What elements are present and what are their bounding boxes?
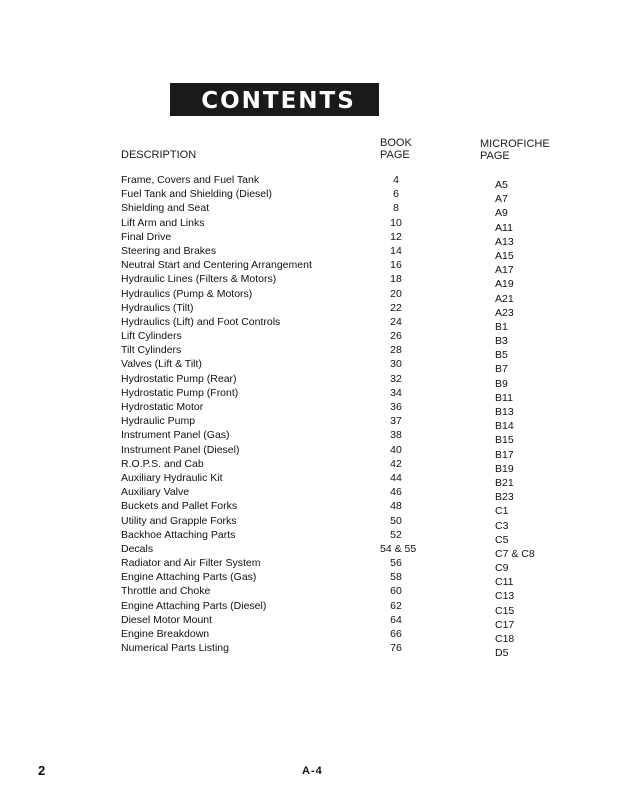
table-row xyxy=(0,499,619,518)
row-book-page: 40 xyxy=(390,443,402,456)
row-book-page: 24 xyxy=(390,315,402,328)
table-row xyxy=(0,542,619,560)
table-row xyxy=(0,457,619,475)
table-row xyxy=(0,584,619,603)
header-book-page xyxy=(380,137,412,161)
row-description: Radiator and Air Filter System xyxy=(121,557,261,570)
row-description: Instrument Panel (Gas) xyxy=(121,429,230,442)
row-description: Auxiliary Hydraulic Kit xyxy=(121,471,223,484)
row-description: Throttle and Choke xyxy=(121,585,211,598)
table-row xyxy=(0,641,619,660)
row-description: Engine Attaching Parts (Diesel) xyxy=(121,599,267,612)
row-microfiche-page: C5 xyxy=(495,533,509,546)
table-row xyxy=(0,272,619,291)
row-book-page: 76 xyxy=(390,642,402,655)
contents-table xyxy=(0,173,619,660)
row-book-page: 18 xyxy=(390,273,402,286)
row-book-page: 6 xyxy=(393,188,399,201)
row-book-page: 34 xyxy=(390,386,402,399)
row-description: Backhoe Attaching Parts xyxy=(121,528,236,541)
table-row xyxy=(0,528,619,546)
row-microfiche-page: B17 xyxy=(495,448,514,461)
row-book-page: 37 xyxy=(390,415,402,428)
row-microfiche-page: A15 xyxy=(495,249,514,262)
table-row xyxy=(0,471,619,489)
row-description: Hydrostatic Pump (Rear) xyxy=(121,372,237,385)
header-fiche-line1: MICROFICHE xyxy=(480,138,550,150)
row-description: Utility and Grapple Forks xyxy=(121,514,237,527)
row-microfiche-page: C15 xyxy=(495,604,515,617)
row-microfiche-page: B9 xyxy=(495,377,508,390)
row-microfiche-page: B7 xyxy=(495,363,508,376)
row-microfiche-page: A19 xyxy=(495,278,514,291)
row-microfiche-page: C18 xyxy=(495,633,515,645)
header-fiche-line2: PAGE xyxy=(480,150,510,162)
row-description: Final Drive xyxy=(121,230,172,243)
row-description: Buckets and Pallet Forks xyxy=(121,500,238,513)
row-microfiche-page: A5 xyxy=(495,179,508,191)
row-book-page: 62 xyxy=(390,599,402,612)
table-row xyxy=(0,556,619,575)
page-number: 2 xyxy=(38,763,46,778)
row-description: Lift Arm and Links xyxy=(121,216,205,229)
table-row xyxy=(0,287,619,305)
row-microfiche-page: C1 xyxy=(495,505,509,518)
row-book-page: 58 xyxy=(390,571,402,584)
row-description: Hydrostatic Pump (Front) xyxy=(121,386,239,399)
row-microfiche-page: C7 & C8 xyxy=(495,547,535,560)
table-row xyxy=(0,216,619,234)
row-book-page: 50 xyxy=(390,514,402,527)
row-description: Valves (Lift & Tilt) xyxy=(121,358,202,371)
row-description: Frame, Covers and Fuel Tank xyxy=(121,174,260,186)
row-microfiche-page: B1 xyxy=(495,320,508,333)
row-microfiche-page: A13 xyxy=(495,235,514,248)
row-description: Hydraulics (Pump & Motors) xyxy=(121,287,253,300)
row-description: Neutral Start and Centering Arrangement xyxy=(121,259,312,272)
row-microfiche-page: B3 xyxy=(495,335,508,348)
row-description: Decals xyxy=(121,542,154,555)
table-row xyxy=(0,514,619,532)
row-microfiche-page: C17 xyxy=(495,618,515,631)
table-row xyxy=(0,443,619,461)
row-microfiche-page: B5 xyxy=(495,349,508,362)
header-description: DESCRIPTION xyxy=(121,149,197,161)
row-book-page: 54 & 55 xyxy=(380,542,417,555)
row-book-page: 8 xyxy=(393,202,399,215)
row-description: Diesel Motor Mount xyxy=(121,613,213,626)
row-book-page: 38 xyxy=(390,429,402,442)
table-row xyxy=(0,386,619,404)
table-row xyxy=(0,315,619,333)
table-row xyxy=(0,400,619,418)
contents-title: CONTENTS xyxy=(201,87,356,114)
row-description: R.O.P.S. and Cab xyxy=(121,457,204,470)
table-row xyxy=(0,343,619,362)
row-book-page: 44 xyxy=(390,471,402,484)
row-book-page: 32 xyxy=(390,372,402,385)
row-book-page: 14 xyxy=(390,244,402,257)
row-description: Tilt Cylinders xyxy=(121,344,182,357)
row-microfiche-page: A23 xyxy=(495,306,514,319)
row-book-page: 42 xyxy=(390,457,402,470)
row-description: Numerical Parts Listing xyxy=(121,642,229,655)
row-description: Engine Breakdown xyxy=(121,628,210,640)
row-description: Hydraulic Pump xyxy=(121,415,196,428)
page-code: A-4 xyxy=(302,765,323,777)
row-microfiche-page: A11 xyxy=(495,221,513,234)
table-row xyxy=(0,187,619,206)
row-description: Auxiliary Valve xyxy=(121,486,190,499)
row-microfiche-page: C9 xyxy=(495,562,509,575)
row-description: Shielding and Seat xyxy=(121,202,210,215)
row-microfiche-page: A9 xyxy=(495,207,508,220)
row-book-page: 4 xyxy=(393,174,399,186)
row-book-page: 28 xyxy=(390,344,402,357)
table-row xyxy=(0,201,619,220)
table-row xyxy=(0,599,619,617)
row-microfiche-page: B14 xyxy=(495,420,514,433)
row-book-page: 36 xyxy=(390,401,402,413)
row-book-page: 10 xyxy=(390,216,402,229)
table-row xyxy=(0,301,619,319)
row-book-page: 12 xyxy=(390,230,402,243)
table-row xyxy=(0,485,619,504)
table-row xyxy=(0,428,619,447)
row-microfiche-page: B19 xyxy=(495,462,514,475)
row-microfiche-page: A7 xyxy=(495,193,508,206)
row-microfiche-page: D5 xyxy=(495,647,509,660)
row-microfiche-page: B13 xyxy=(495,406,514,418)
row-book-page: 46 xyxy=(390,486,402,499)
row-microfiche-page: C11 xyxy=(495,576,514,589)
row-book-page: 20 xyxy=(390,287,402,300)
row-description: Hydraulics (Tilt) xyxy=(121,301,194,314)
table-row xyxy=(0,329,619,348)
row-book-page: 48 xyxy=(390,500,402,513)
table-row xyxy=(0,372,619,390)
row-book-page: 16 xyxy=(390,259,402,272)
table-row xyxy=(0,244,619,262)
row-description: Steering and Brakes xyxy=(121,244,217,257)
contents-banner xyxy=(170,83,379,116)
row-microfiche-page: C13 xyxy=(495,590,515,603)
row-book-page: 30 xyxy=(390,358,402,371)
table-row xyxy=(0,627,619,645)
row-book-page: 60 xyxy=(390,585,402,598)
table-row xyxy=(0,173,619,191)
table-row xyxy=(0,357,619,376)
row-microfiche-page: B21 xyxy=(495,476,514,489)
row-microfiche-page: A17 xyxy=(495,264,514,277)
row-microfiche-page: B23 xyxy=(495,491,514,504)
row-book-page: 52 xyxy=(390,528,402,541)
header-microfiche-page xyxy=(480,138,550,162)
table-row xyxy=(0,230,619,248)
row-book-page: 66 xyxy=(390,628,402,640)
row-description: Hydraulics (Lift) and Foot Controls xyxy=(121,315,281,328)
table-row xyxy=(0,613,619,631)
row-book-page: 64 xyxy=(390,613,402,626)
row-description: Instrument Panel (Diesel) xyxy=(121,443,240,456)
table-row xyxy=(0,414,619,433)
row-book-page: 56 xyxy=(390,557,402,570)
row-description: Lift Cylinders xyxy=(121,330,182,343)
row-microfiche-page: B15 xyxy=(495,434,514,447)
row-description: Engine Attaching Parts (Gas) xyxy=(121,571,257,584)
row-description: Hydraulic Lines (Filters & Motors) xyxy=(121,273,277,286)
row-microfiche-page: A21 xyxy=(495,292,514,305)
table-row xyxy=(0,258,619,277)
row-book-page: 22 xyxy=(390,301,402,314)
row-microfiche-page: B11 xyxy=(495,391,513,404)
row-description: Fuel Tank and Shielding (Diesel) xyxy=(121,188,272,201)
row-description: Hydrostatic Motor xyxy=(121,401,204,413)
header-book-line1: BOOK xyxy=(380,137,412,149)
header-book-line2: PAGE xyxy=(380,149,410,161)
row-book-page: 26 xyxy=(390,330,402,343)
row-microfiche-page: C3 xyxy=(495,519,509,532)
table-row xyxy=(0,570,619,589)
